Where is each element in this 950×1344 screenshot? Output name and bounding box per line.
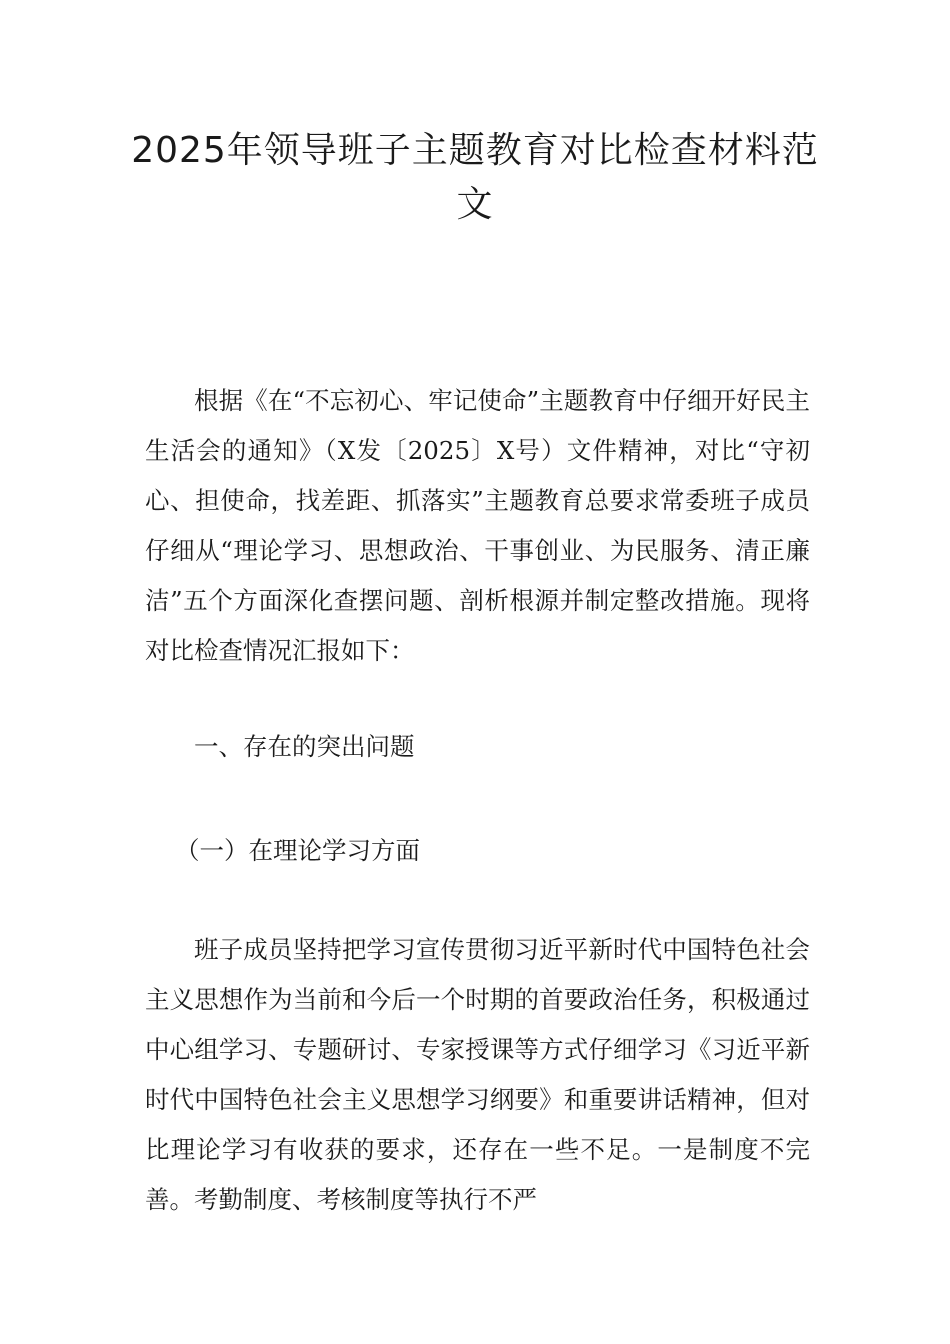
subsection-heading: （一）在理论学习方面 — [175, 836, 420, 865]
intro-paragraph: 根据《在“不忘初心、牢记使命”主题教育中仔细开好民主生活会的通知》（X发〔2025〕X号）文件精神，对比“守初心、担使命，找差距、抓落实”主题教育总要求常委班子成员仔细从“理论学习、思想政治、干事创业、为民服务、清正廉洁”五个方面深化查摆问题、剖析根源并制定整改措施。现将对比检查情况汇报如下： — [145, 386, 810, 665]
section-heading: 一、存在的突出问题 — [194, 732, 415, 761]
theory-study-paragraph: 班子成员坚持把学习宣传贯彻习近平新时代中国特色社会主义思想作为当前和今后一个时期的首要政治任务，积极通过中心组学习、专题研讨、专家授课等方式仔细学习《习近平新时代中国特色社会主义思想学习纲要》和重要讲话精神，但对比理论学习有收获的要求，还存在一些不足。一是制度不完善。考勤制度、考核制度等执行不严 — [145, 935, 810, 1214]
document-title: 2025年领导班子主题教育对比检查材料范文 — [131, 130, 819, 225]
